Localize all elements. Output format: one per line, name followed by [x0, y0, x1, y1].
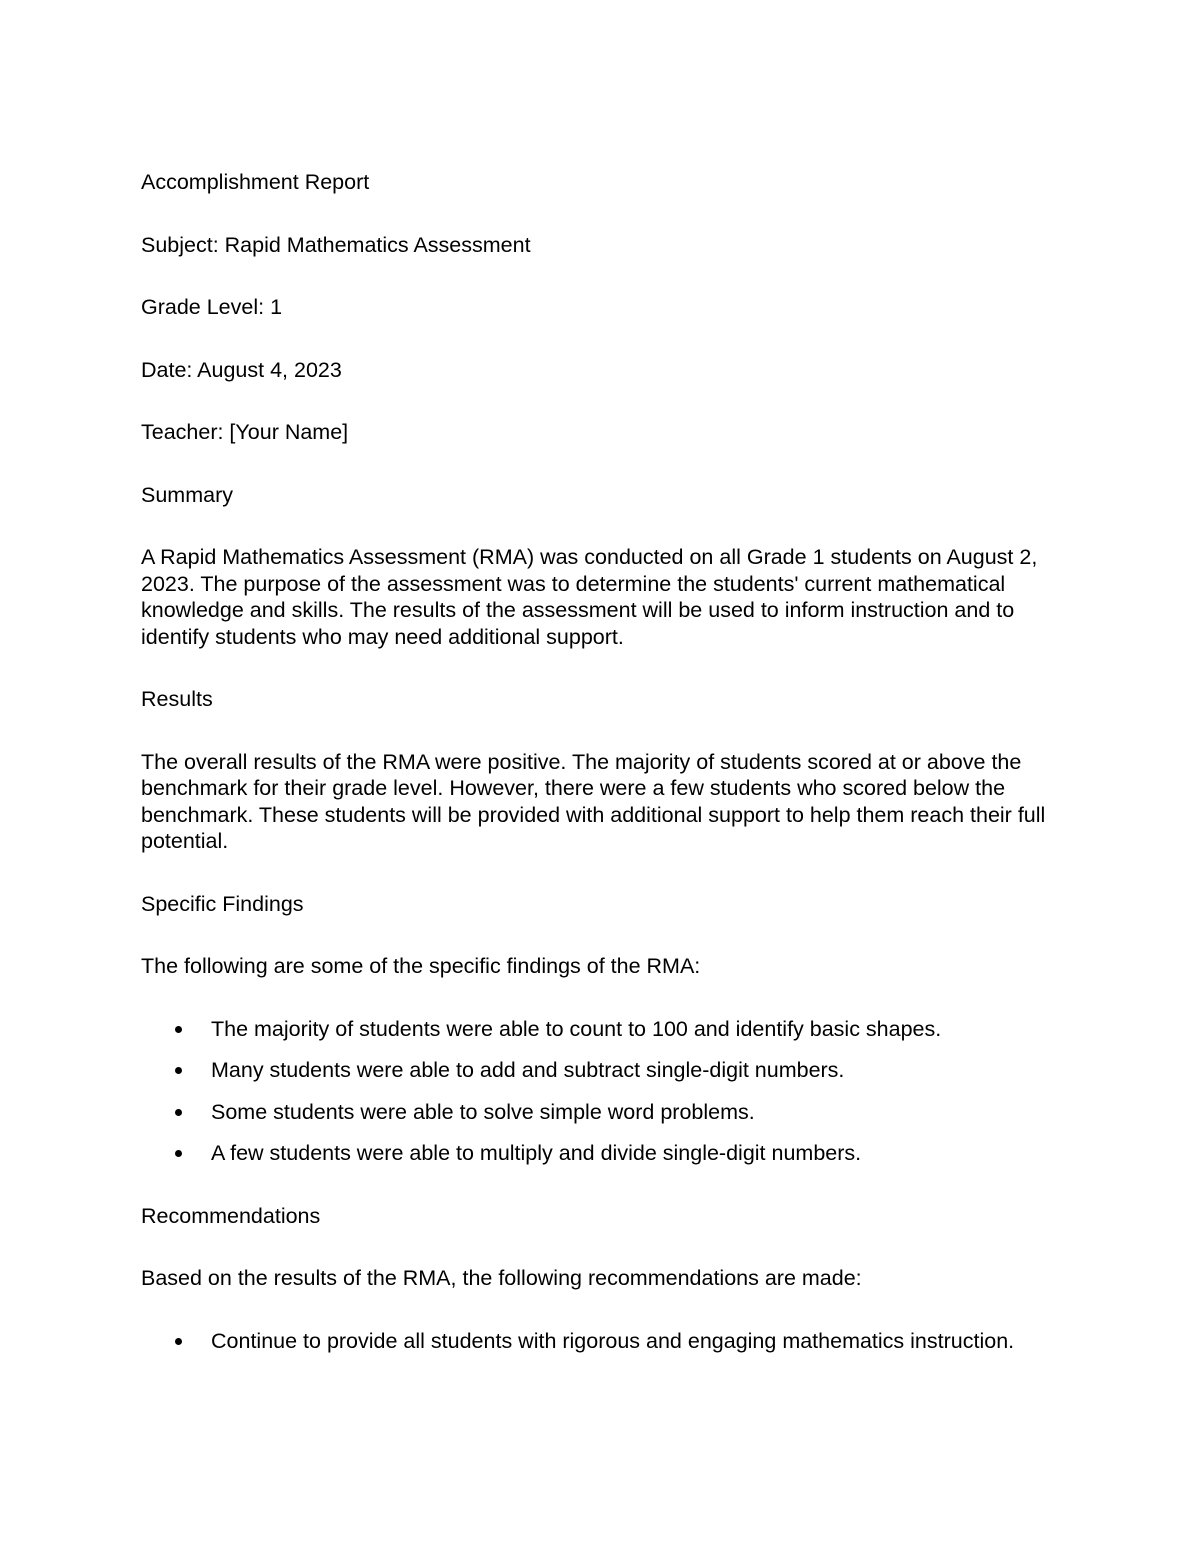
recommendations-list: [141, 1328, 1066, 1355]
list-item-text: The majority of students were able to count to 100 and identify basic shapes.: [211, 1016, 942, 1041]
bullet-icon: [175, 1109, 182, 1116]
summary-body: A Rapid Mathematics Assessment (RMA) was conducted on all Grade 1 students on August 2, 2023. The purpose of the assessment was to determine the students' current mathematical knowledge and skills. The results of the assessment will be used to inform instruction and to identify students who may need additional support.: [141, 545, 1038, 649]
date-line: Date: August 4, 2023: [141, 357, 342, 382]
bullet-icon: [175, 1067, 182, 1074]
findings-intro: The following are some of the specific findings of the RMA:: [141, 954, 701, 978]
results-heading: Results: [141, 687, 213, 711]
report-title: Accomplishment Report: [141, 170, 370, 194]
list-item-text: Continue to provide all students with rigorous and engaging mathematics instruction.: [211, 1328, 1015, 1353]
list-item: [141, 1016, 1066, 1043]
list-item-text: Some students were able to solve simple word problems.: [211, 1099, 755, 1124]
list-item: [141, 1057, 1066, 1084]
list-item: [141, 1328, 1066, 1355]
bullet-icon: [175, 1150, 182, 1157]
findings-list: [141, 1016, 1066, 1167]
grade-level-line: Grade Level: 1: [141, 295, 283, 319]
subject-line: Subject: Rapid Mathematics Assessment: [141, 232, 531, 257]
findings-heading: Specific Findings: [141, 891, 304, 916]
list-item: [141, 1140, 1066, 1167]
recommendations-heading: Recommendations: [141, 1203, 321, 1228]
list-item: [141, 1099, 1066, 1126]
document-content: [141, 169, 1066, 1390]
results-body: The overall results of the RMA were positive. The majority of students scored at or above the benchmark for their grade level. However, there were a few students who scored below the benchmark. These students will be provided with additional support to help them reach their full potential.: [141, 749, 1046, 853]
recommendations-intro: Based on the results of the RMA, the following recommendations are made:: [141, 1266, 862, 1290]
teacher-line: Teacher: [Your Name]: [141, 420, 349, 444]
summary-heading: Summary: [141, 482, 233, 507]
bullet-icon: [175, 1338, 182, 1345]
bullet-icon: [175, 1026, 182, 1033]
list-item-text: Many students were able to add and subtract single-digit numbers.: [211, 1058, 845, 1082]
list-item-text: A few students were able to multiply and divide single-digit numbers.: [211, 1141, 862, 1165]
